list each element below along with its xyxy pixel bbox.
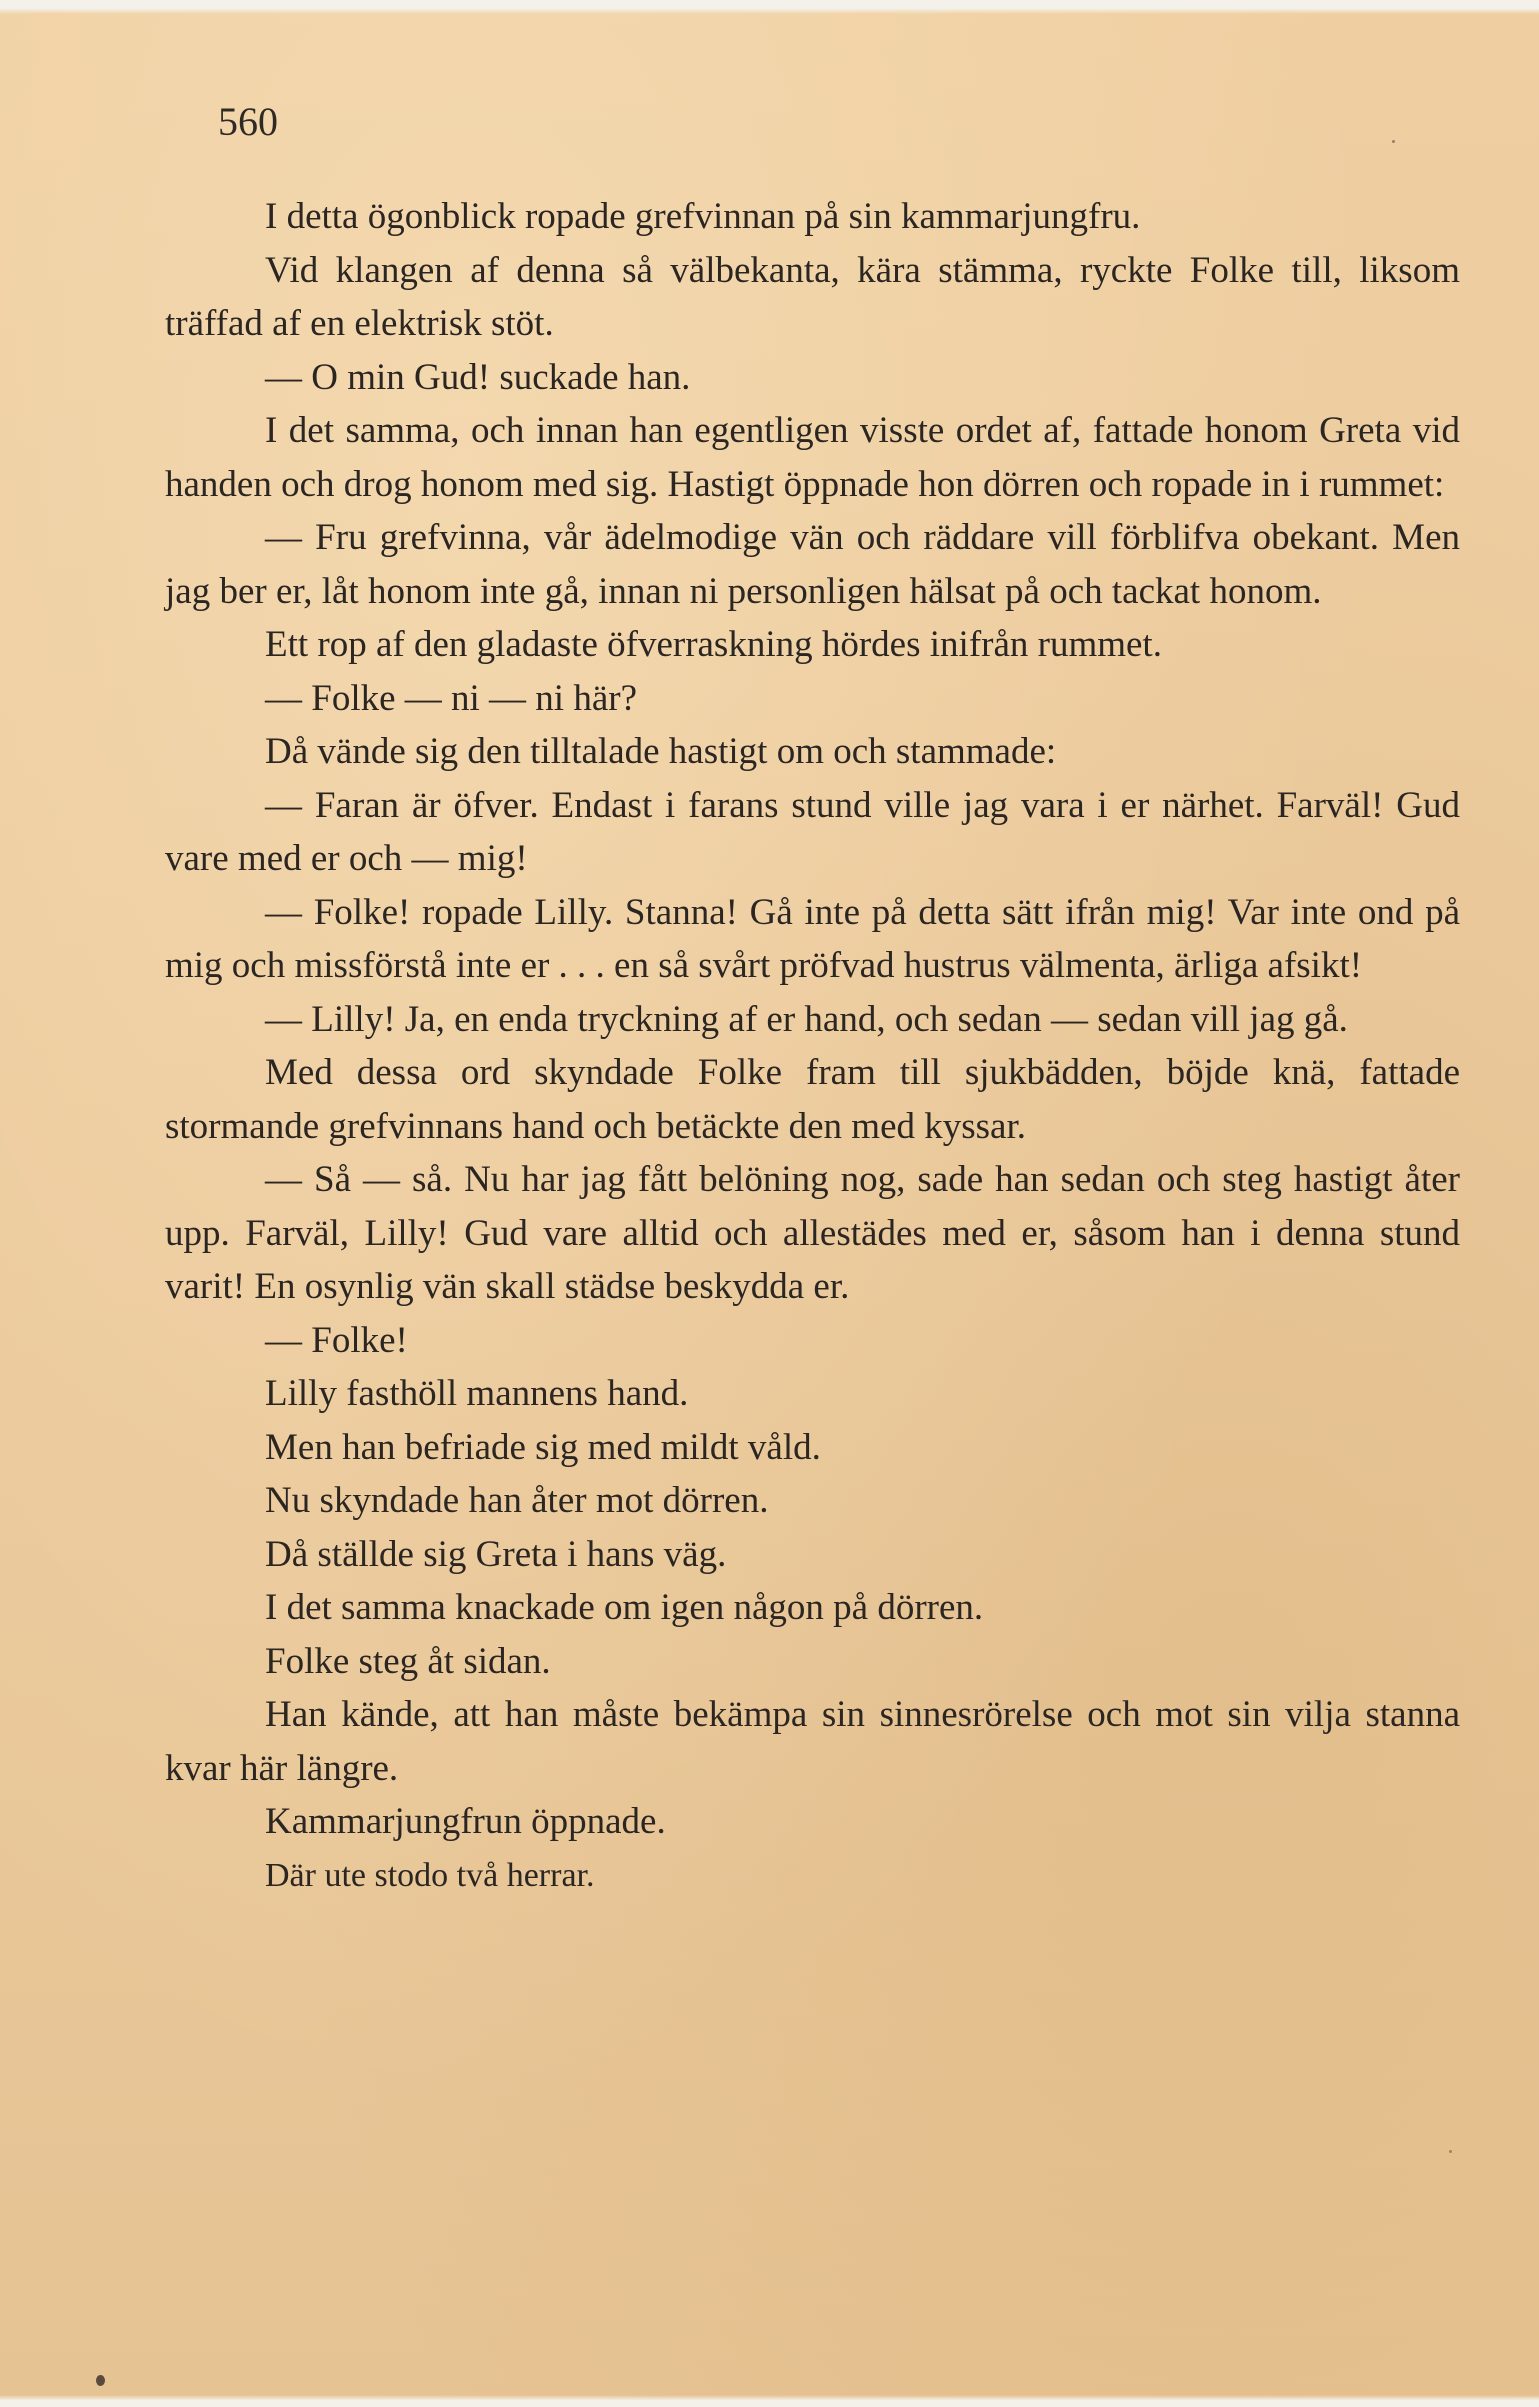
paragraph: Lilly fasthöll mannens hand. bbox=[265, 1373, 689, 1414]
paragraph: — Folke — ni — ni här? bbox=[265, 677, 638, 719]
paragraph: Då ställde sig Greta i hans väg. bbox=[265, 1533, 727, 1575]
paper-speck bbox=[1449, 2150, 1452, 2153]
paragraph: Folke steg åt sidan. bbox=[265, 1640, 551, 1682]
paragraph: Där ute stodo två herrar. bbox=[265, 1856, 595, 1894]
page-top-edge bbox=[0, 0, 1539, 14]
body-text bbox=[165, 190, 1460, 1902]
paragraph: — Lilly! Ja, en enda tryckning af er hand, och sedan — sedan vill jag gå. bbox=[265, 998, 1348, 1040]
paragraph: Men han befriade sig med mildt våld. bbox=[265, 1426, 821, 1468]
paper-speck bbox=[96, 2375, 105, 2386]
page-bottom-edge bbox=[0, 2395, 1539, 2407]
paragraph: I det samma knackade om igen någon på dörren. bbox=[265, 1587, 984, 1628]
paragraph: — Så — så. Nu har jag fått belöning nog, sade han sedan och steg hastigt åter upp. Farväl, Lilly! Gud vare alltid och allestädes med er, såsom han i denna stund varit! En osynlig vän skall städse beskydda er. bbox=[165, 1159, 1460, 1307]
paragraph: Han kände, att han måste bekämpa sin sinnesrörelse och mot sin vilja stanna kvar här längre. bbox=[165, 1694, 1460, 1789]
paragraph: I detta ögonblick ropade grefvinnan på sin kammarjungfru. bbox=[265, 196, 1141, 237]
paragraph: Nu skyndade han åter mot dörren. bbox=[265, 1480, 769, 1521]
paragraph: — O min Gud! suckade han. bbox=[265, 356, 691, 398]
paper-speck bbox=[1392, 140, 1395, 143]
paragraph: I det samma, och innan han egentligen visste ordet af, fattade honom Greta vid handen och drog honom med sig. Hastigt öppnade hon dörren och ropade in i rummet: bbox=[165, 410, 1460, 505]
paragraph: Kammarjungfrun öppnade. bbox=[265, 1801, 666, 1842]
paragraph: — Folke! ropade Lilly. Stanna! Gå inte på detta sätt ifrån mig! Var inte ond på mig och missförstå inte er . . . en så svårt pröfvad hustrus välmenta, ärliga afsikt! bbox=[165, 891, 1460, 986]
paragraph: — Fru grefvinna, vår ädelmodige vän och räddare vill förblifva obekant. Men jag ber er, låt honom inte gå, innan ni personligen hälsat på och tackat honom. bbox=[165, 517, 1460, 612]
paragraph: — Folke! bbox=[265, 1319, 408, 1361]
paragraph: Med dessa ord skyndade Folke fram till sjukbädden, böjde knä, fattade stormande grefvinnans hand och betäckte den med kyssar. bbox=[165, 1052, 1460, 1147]
paragraph: Vid klangen af denna så välbekanta, kära stämma, ryckte Folke till, liksom träffad af en elektrisk stöt. bbox=[165, 249, 1460, 344]
paragraph: Ett rop af den gladaste öfverraskning hördes inifrån rummet. bbox=[265, 624, 1162, 665]
paragraph: — Faran är öfver. Endast i farans stund ville jag vara i er närhet. Farväl! Gud vare med er och — mig! bbox=[165, 784, 1460, 879]
page-number: 560 bbox=[218, 99, 278, 144]
paragraph: Då vände sig den tilltalade hastigt om och stammade: bbox=[265, 731, 1057, 772]
